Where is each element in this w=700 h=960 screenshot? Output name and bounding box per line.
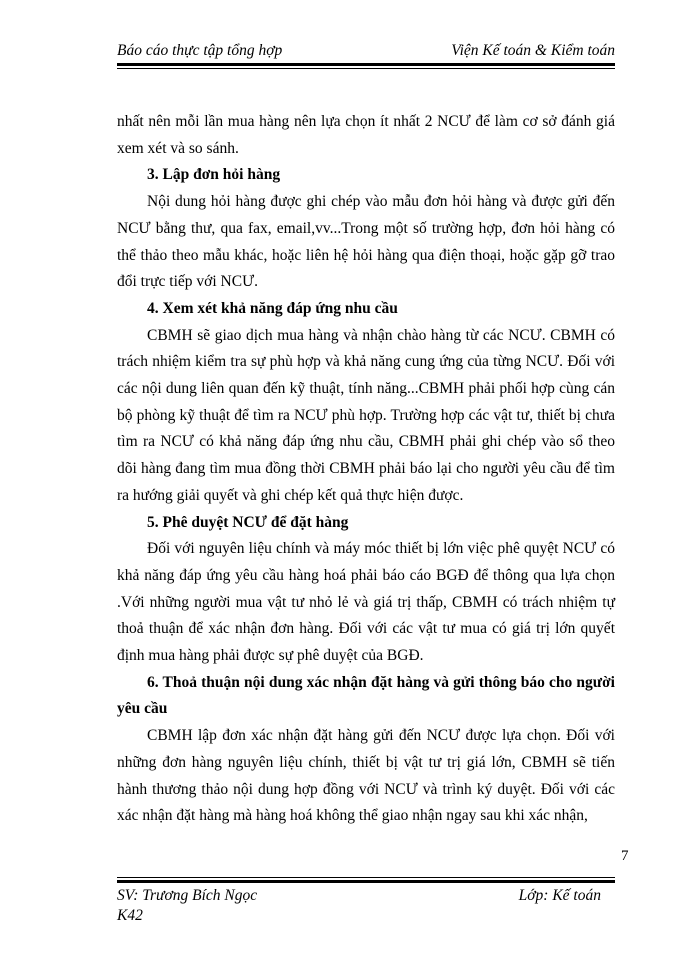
paragraph-section-3: Nội dung hỏi hàng được ghi chép vào mẫu đơn hỏi hàng và được gửi đến NCƯ bằng thư, qua fax, email,vv...Trong một số trường hợp, đơn hỏi hàng có thể thảo theo mẫu khác, hoặc liên hệ hỏi hàng qua điện thoại, hoặc gặp gỡ trao đổi trực tiếp với NCƯ.	[117, 193, 615, 291]
footer-rule-thin	[117, 877, 615, 878]
paragraph-section-5: Đối với nguyên liệu chính và máy móc thiết bị lớn việc phê quyệt NCƯ có khả năng đáp ứng yêu cầu hàng hoá phải báo cáo BGĐ để thông qua lựa chọn .Với những người mua vật tư nhỏ lẻ và giá trị thấp, CBMH có trách nhiệm tự thoả thuận để xác nhận đơn hàng. Đối với các vật tư mua có giá trị lớn quyết định mua hàng phải được sự phê duyệt của BGĐ.	[117, 540, 615, 665]
header-report-title: Báo cáo thực tập tổng hợp	[117, 42, 283, 59]
paragraph-continuation: nhất nên mỗi lần mua hàng nên lựa chọn ít nhất 2 NCƯ để làm cơ sở đánh giá xem xét và so sánh.	[117, 113, 615, 157]
section-heading-5: 5. Phê duyệt NCƯ để đặt hàng	[147, 513, 349, 531]
section-heading-6: 6. Thoả thuận nội dung xác nhận đặt hàng và gửi thông báo cho người yêu cầu	[117, 673, 615, 718]
paragraph-section-6: CBMH lập đơn xác nhận đặt hàng gửi đến NCƯ được lựa chọn. Đối với những đơn hàng nguyên liệu chính, thiết bị vật tư trị giá lớn, CBMH sẽ tiến hành thương thảo nội dung hợp đồng với NCƯ và trình ký duyệt. Đối với các xác nhận đặt hàng mà hàng hoá không thể giao nhận ngay sau khi xác nhận,	[117, 727, 615, 825]
page-number: 7	[621, 848, 629, 864]
body-content	[117, 109, 615, 830]
header-rule-thick	[117, 63, 615, 66]
footer-student-name: SV: Trương Bích Ngọc	[117, 887, 258, 904]
footer-course: K42	[117, 907, 143, 924]
section-heading-4: 4. Xem xét khả năng đáp ứng nhu cầu	[147, 299, 398, 317]
header-rule-thin	[117, 68, 615, 69]
paragraph-section-4: CBMH sẽ giao dịch mua hàng và nhận chào hàng từ các NCƯ. CBMH có trách nhiệm kiểm tra sự phù hợp và khả năng cung ứng của từng NCƯ. Đối với các nội dung liên quan đến kỹ thuật, tính năng...CBMH phải phối hợp cùng cán bộ phòng kỹ thuật để tìm ra NCƯ phù hợp. Trường hợp các vật tư, thiết bị chưa tìm ra NCƯ có khả năng đáp ứng nhu cầu, CBMH phải ghi chép vào sổ theo dõi hàng đang tìm mua đồng thời CBMH phải báo lại cho người yêu cầu để tìm ra hướng giải quyết và ghi chép kết quả thực hiện được.	[117, 326, 615, 504]
footer-class: Lớp: Kế toán	[518, 887, 601, 904]
page-header	[117, 40, 615, 62]
footer-rule-thick	[117, 880, 615, 883]
header-institute: Viện Kế toán & Kiểm toán	[451, 42, 615, 59]
section-heading-3: 3. Lập đơn hỏi hàng	[147, 166, 281, 184]
